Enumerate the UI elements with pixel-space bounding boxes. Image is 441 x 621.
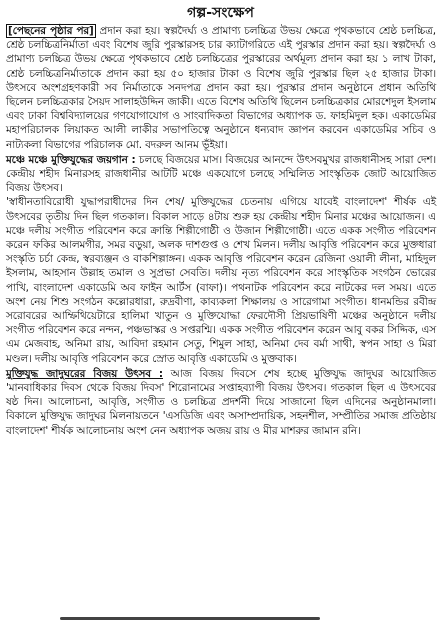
- paragraph-festival-details: [6, 195, 436, 365]
- paragraph-text: চলছে বিজয়ের মাস। বিজয়ের আনন্দে উৎসবমুখর রাজধানীসহ সারা দেশ। কেন্দ্রীয় শহীদ মিনারসহ রাজধানীর আটটি মঞ্চে একযোগে চলছে সম্মিলিত সাংস্কৃতিক জোট আয়োজিত বিজয় উৎসব।: [6, 153, 437, 195]
- article-title: গল্প-সংক্ষেপ: [187, 5, 254, 21]
- paragraph-victory-celebration: [6, 153, 436, 196]
- subheading-stage-celebration: মঞ্চে মঞ্চে মুক্তিযুদ্ধের জয়গান :: [6, 153, 136, 166]
- paragraph-museum-festival: [6, 367, 436, 438]
- continued-from-back-page-tag: [পেছনের পৃষ্ঠার পর]: [8, 25, 94, 37]
- paragraph-text: আজ বিজয় দিবসে শেষ হচ্ছে মুক্তিযুদ্ধ জাদুঘর আয়োজিত 'মানবাধিকার দিবস থেকে বিজয় দিবস' শিরোনামের সপ্তাহব্যাপী বিজয় উৎসব। গতকাল ছিল এ উৎসবের ষষ্ঠ দিন। আলোচনা, আবৃত্তি, সংগীত ও চলচ্চিত্র প্রদর্শনী দিয়ে সাজানো ছিল এদিনের অনুষ্ঠানমালা। বিকালে মুক্তিযুদ্ধ জাদুঘর মিলনায়তনে 'এসডিজি এবং অসাম্প্রদায়িক, সহনশীল, সম্প্রীতির সমাজ প্রতিষ্ঠায় বাংলাদেশ' শীর্ষক আলোচনায় অংশ নেন অধ্যাপক অজয় রায় ও মীর মাশরুর জামান রনি।: [6, 367, 436, 437]
- subheading-museum-festival: মুক্তিযুদ্ধ জাদুঘরের বিজয় উৎসব :: [6, 367, 163, 380]
- cropped-next-line-fragment: [60, 610, 320, 621]
- paragraph-continuation: [6, 24, 436, 152]
- article-body: [6, 24, 436, 438]
- paragraph-text: 'স্বাধীনতাবিরোধী যুদ্ধাপরাধীদের দিন শেষ/ মুক্তিযুদ্ধের চেতনায় এগিয়ে যাবেই বাংলাদেশ' শীর্ষক এই উৎসবের তৃতীয় দিন ছিল গতকাল। বিকাল সাড়ে ৪টায় শুরু হয় কেন্দ্রীয় শহীদ মিনার মঞ্চের আয়োজন। এ মঞ্চে দলীয় সংগীত পরিবেশন করে ক্রান্তি শিল্পীগোষ্ঠী ও উজান শিল্পীগোষ্ঠী। এতে একক সংগীত পরিবেশন করেন ফকির আলমগীর, সমর বড়ুয়া, অলক দাশগুপ্ত ও শেখ মিলন। দলীয় আবৃত্তি পরিবেশন করে মুক্তধারা সংস্কৃতি চর্চা কেন্দ্র, স্বরব্যঞ্জন ও বাকশিল্পাঙ্গন। একক আবৃত্তি পরিবেশন করেন রেজিনা ওয়ালী লীনা, মাহিদুল ইসলাম, আহসান উল্লাহ তমাল ও সুপ্রভা সেবতি। দলীয় নৃত্য পরিবেশন করে সাংস্কৃতিক সংগঠন ভোরের পাখি, বাংলাদেশ একাডেমি অব ফাইন আর্টস (বাফা)। পথনাটক পরিবেশন করে নাটকের দল সময়। এতে অংশ নেয় শিশু সংগঠন কল্লোরধারা, রুদ্রবীণা, কাব্যকলা শিক্ষালয় ও সারেগামা সংগীত। ধানমন্ডির রবীন্দ্র সরোবরের আম্ফিথিয়েটারে হালিমা খাতুন ও মুক্তিযোদ্ধা ফেরদৌসী প্রিয়ভাষিণী মঞ্চের অনুষ্ঠানে দলীয় সংগীত পরিবেশন করে নন্দন, পঞ্চভাস্কর ও সপ্তরশ্মি। একক সংগীত পরিবেশন করেন আবু বকর সিদ্দিক, এস এম মেজবাহ, অনিমা রায়, আবিদা রহমান সেতু, শিমুল সাহা, অনিমা দেব বর্মা সাথী, স্বপন সাহা ও মিরা মণ্ডল। দলীয় আবৃত্তি পরিবেশন করে স্রোত আবৃত্তি একাডেমি ও মুক্তবাক।: [6, 196, 436, 365]
- paragraph-text: প্রদান করা হয়। স্বল্পদৈর্ঘ্য ও প্রামাণ্য চলচ্চিত্র উভয় ক্ষেত্রে পৃথকভাবে শ্রেষ্ঠ চলচ্চিত্র, শ্রেষ্ঠ চলচ্চিত্রনির্মাতা এবং বিশেষ জুরি পুরস্কারসহ চার ক্যাটাগরিতে এই পুরস্কার প্রদান করা হয়। স্বল্পদৈর্ঘ্য ও প্রামাণ্য চলচ্চিত্র উভয় ক্ষেত্রে পৃথকভাবে শ্রেষ্ঠ চলচ্চিত্রের পুরস্কারের অর্থমূল্য প্রদান করা হয় ১ লাখ টাকা, শ্রেষ্ঠ চলচ্চিত্রনির্মাতাকে প্রদান করা হয় ৫০ হাজার টাকা ও বিশেষ জুরি পুরস্কার ছিল ২৫ হাজার টাকা। উৎসবে অংশগ্রহণকারী সব নির্মাতাকে সনদপত্র প্রদান করা হয়। পুরস্কার প্রদান অনুষ্ঠানে প্রধান অতিথি ছিলেন চলচ্চিত্রকার সৈয়দ সালাহউদ্দিন জাকী। এতে বিশেষ অতিথি ছিলেন চলচ্চিত্রকার মোরশেদুল ইসলাম এবং ঢাকা বিশ্ববিদ্যালয়ের গণযোগাযোগ ও সাংবাদিকতা বিভাগের অধ্যাপক ড. ফাহমিদুল হক। একাডেমির মহাপরিচালক লিয়াকত আলী লাকীর সভাপতিত্বে অনুষ্ঠানে ধন্যবাদ জ্ঞাপন করবেন একাডেমির সচিব ও নাট্যকলা বিভাগের পরিচালক মো. বদরুল আনম ভূঁইয়া।: [6, 25, 436, 151]
